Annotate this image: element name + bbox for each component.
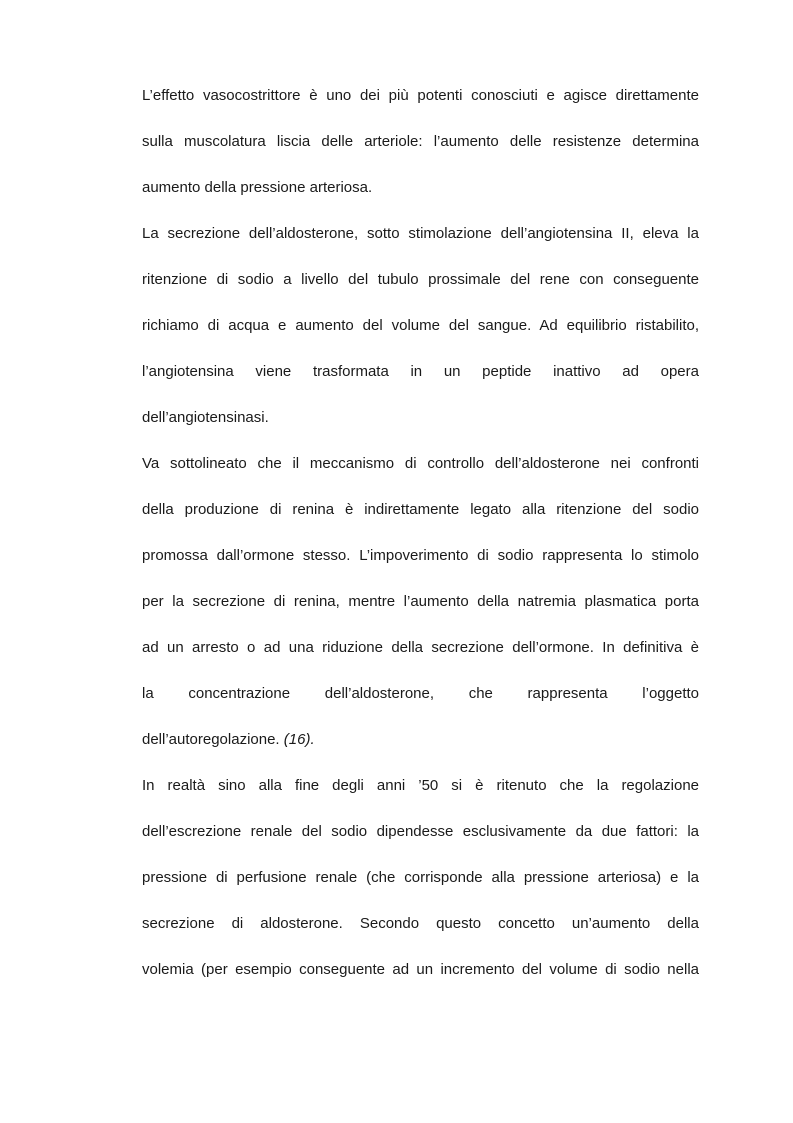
text-line: dell’escrezione renale del sodio dipendesse esclusivamente da due fattori: la bbox=[142, 823, 699, 840]
text-line: La secrezione dell’aldosterone, sotto stimolazione dell’angiotensina II, eleva la bbox=[142, 225, 699, 242]
text-line: In realtà sino alla fine degli anni ’50 si è ritenuto che la regolazione bbox=[142, 777, 699, 794]
text-line: richiamo di acqua e aumento del volume del sangue. Ad equilibrio ristabilito, bbox=[142, 317, 699, 334]
text-line: della produzione di renina è indirettamente legato alla ritenzione del sodio bbox=[142, 501, 699, 518]
text-line: aumento della pressione arteriosa. bbox=[142, 179, 373, 196]
text-line: pressione di perfusione renale (che corrisponde alla pressione arteriosa) e la bbox=[142, 869, 699, 886]
text-line: promossa dall’ormone stesso. L’impoverimento di sodio rappresenta lo stimolo bbox=[142, 547, 699, 564]
text-line: ritenzione di sodio a livello del tubulo prossimale del rene con conseguente bbox=[142, 271, 699, 288]
text-line: dell’angiotensinasi. bbox=[142, 409, 269, 426]
text-line: l’angiotensina viene trasformata in un peptide inattivo ad opera bbox=[142, 363, 699, 380]
text-line: sulla muscolatura liscia delle arteriole: l’aumento delle resistenze determina bbox=[142, 133, 699, 150]
text-line: L’effetto vasocostrittore è uno dei più potenti conosciuti e agisce direttamente bbox=[142, 87, 699, 104]
citation: (16). bbox=[283, 731, 315, 748]
text-line: per la secrezione di renina, mentre l’aumento della natremia plasmatica porta bbox=[142, 593, 699, 610]
text-line: Va sottolineato che il meccanismo di controllo dell’aldosterone nei confronti bbox=[142, 455, 699, 472]
text-line-content: dell’autoregolazione. bbox=[142, 731, 284, 748]
text-line: volemia (per esempio conseguente ad un incremento del volume di sodio nella bbox=[142, 961, 699, 978]
body-text bbox=[142, 83, 699, 1003]
text-line: la concentrazione dell’aldosterone, che rappresenta l’oggetto bbox=[142, 685, 699, 702]
text-line bbox=[142, 727, 699, 773]
text-line: ad un arresto o ad una riduzione della secrezione dell’ormone. In definitiva è bbox=[142, 639, 699, 656]
text-line: secrezione di aldosterone. Secondo questo concetto un’aumento della bbox=[142, 915, 699, 932]
